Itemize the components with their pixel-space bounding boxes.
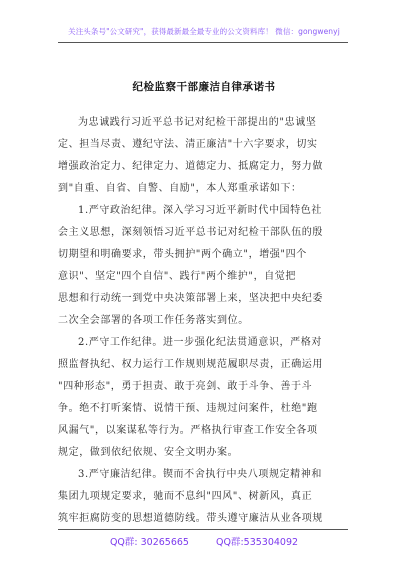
body-line: 切期望和明确要求，带头拥护"两个确立"，增强"四个 [58,249,307,260]
body-line: 争。绝不打听案情、说情干预、违规过问案件，杜绝"跑 [58,403,318,414]
body-line: 1.严守政治纪律。深入学习习近平新时代中国特色社 [78,205,322,216]
body-line: 集团九项规定要求，驰而不息纠"四风"、树新风，真正 [58,491,313,502]
body-line: 规定，做到依纪依规、安全文明办案。 [58,447,239,458]
header-divider [58,42,348,43]
body-line: 二次全会部署的各项工作任务落实到位。 [58,315,249,326]
body-line: 思想和行动统一到党中央决策部署上来，坚决把中央纪委 [58,293,323,304]
footer-qq-group-1: QQ群: 30265665 [109,537,189,548]
header-note: 关注头条号"公文研究"，获得最新最全最专业的公文资料库！ 微信：gongwenyj [68,27,340,36]
body-line: 3.严守廉洁纪律。锲而不舍执行中央八项规定精神和 [78,469,322,480]
body-line: 增强政治定力、纪律定力、道德定力、抵腐定力，努力做 [58,161,323,172]
body-line: 为忠诚践行习近平总书记对纪检干部提出的"忠诚坚 [78,117,317,128]
body-line: "四种形态"，勇于担责、敢于亮剑、敢于斗争、善于斗 [58,381,313,392]
footer-divider [58,529,348,530]
body-line: 风漏气"，以案谋私等行为。严格执行审查工作安全各项 [58,425,318,436]
document-title: 纪检监察干部廉洁自律承诺书 [132,81,276,93]
body-line: 2.严守工作纪律。进一步强化纪法贯通意识，严格对 [78,337,322,348]
body-line: 筑牢拒腐防变的思想道德防线。带头遵守廉洁从业各项规 [58,513,323,524]
footer-qq-group-2: QQ群:535304092 [216,537,299,548]
body-line: 定、担当尽责、遵纪守法、清正廉洁"十六字要求，切实 [58,139,318,150]
body-line: 会主义思想，深刻领悟习近平总书记对纪检干部队伍的殷 [58,227,323,238]
document-body [58,112,348,530]
body-line: 意识"、坚定"四个自信"、践行"两个维护"，自觉把 [58,271,296,282]
body-line: 照监督执纪、权力运行工作规则规范履职尽责，正确运用 [58,359,323,370]
footer [0,534,408,548]
body-line: 到"自重、自省、自警、自励"，本人郑重承诺如下： [58,183,302,194]
